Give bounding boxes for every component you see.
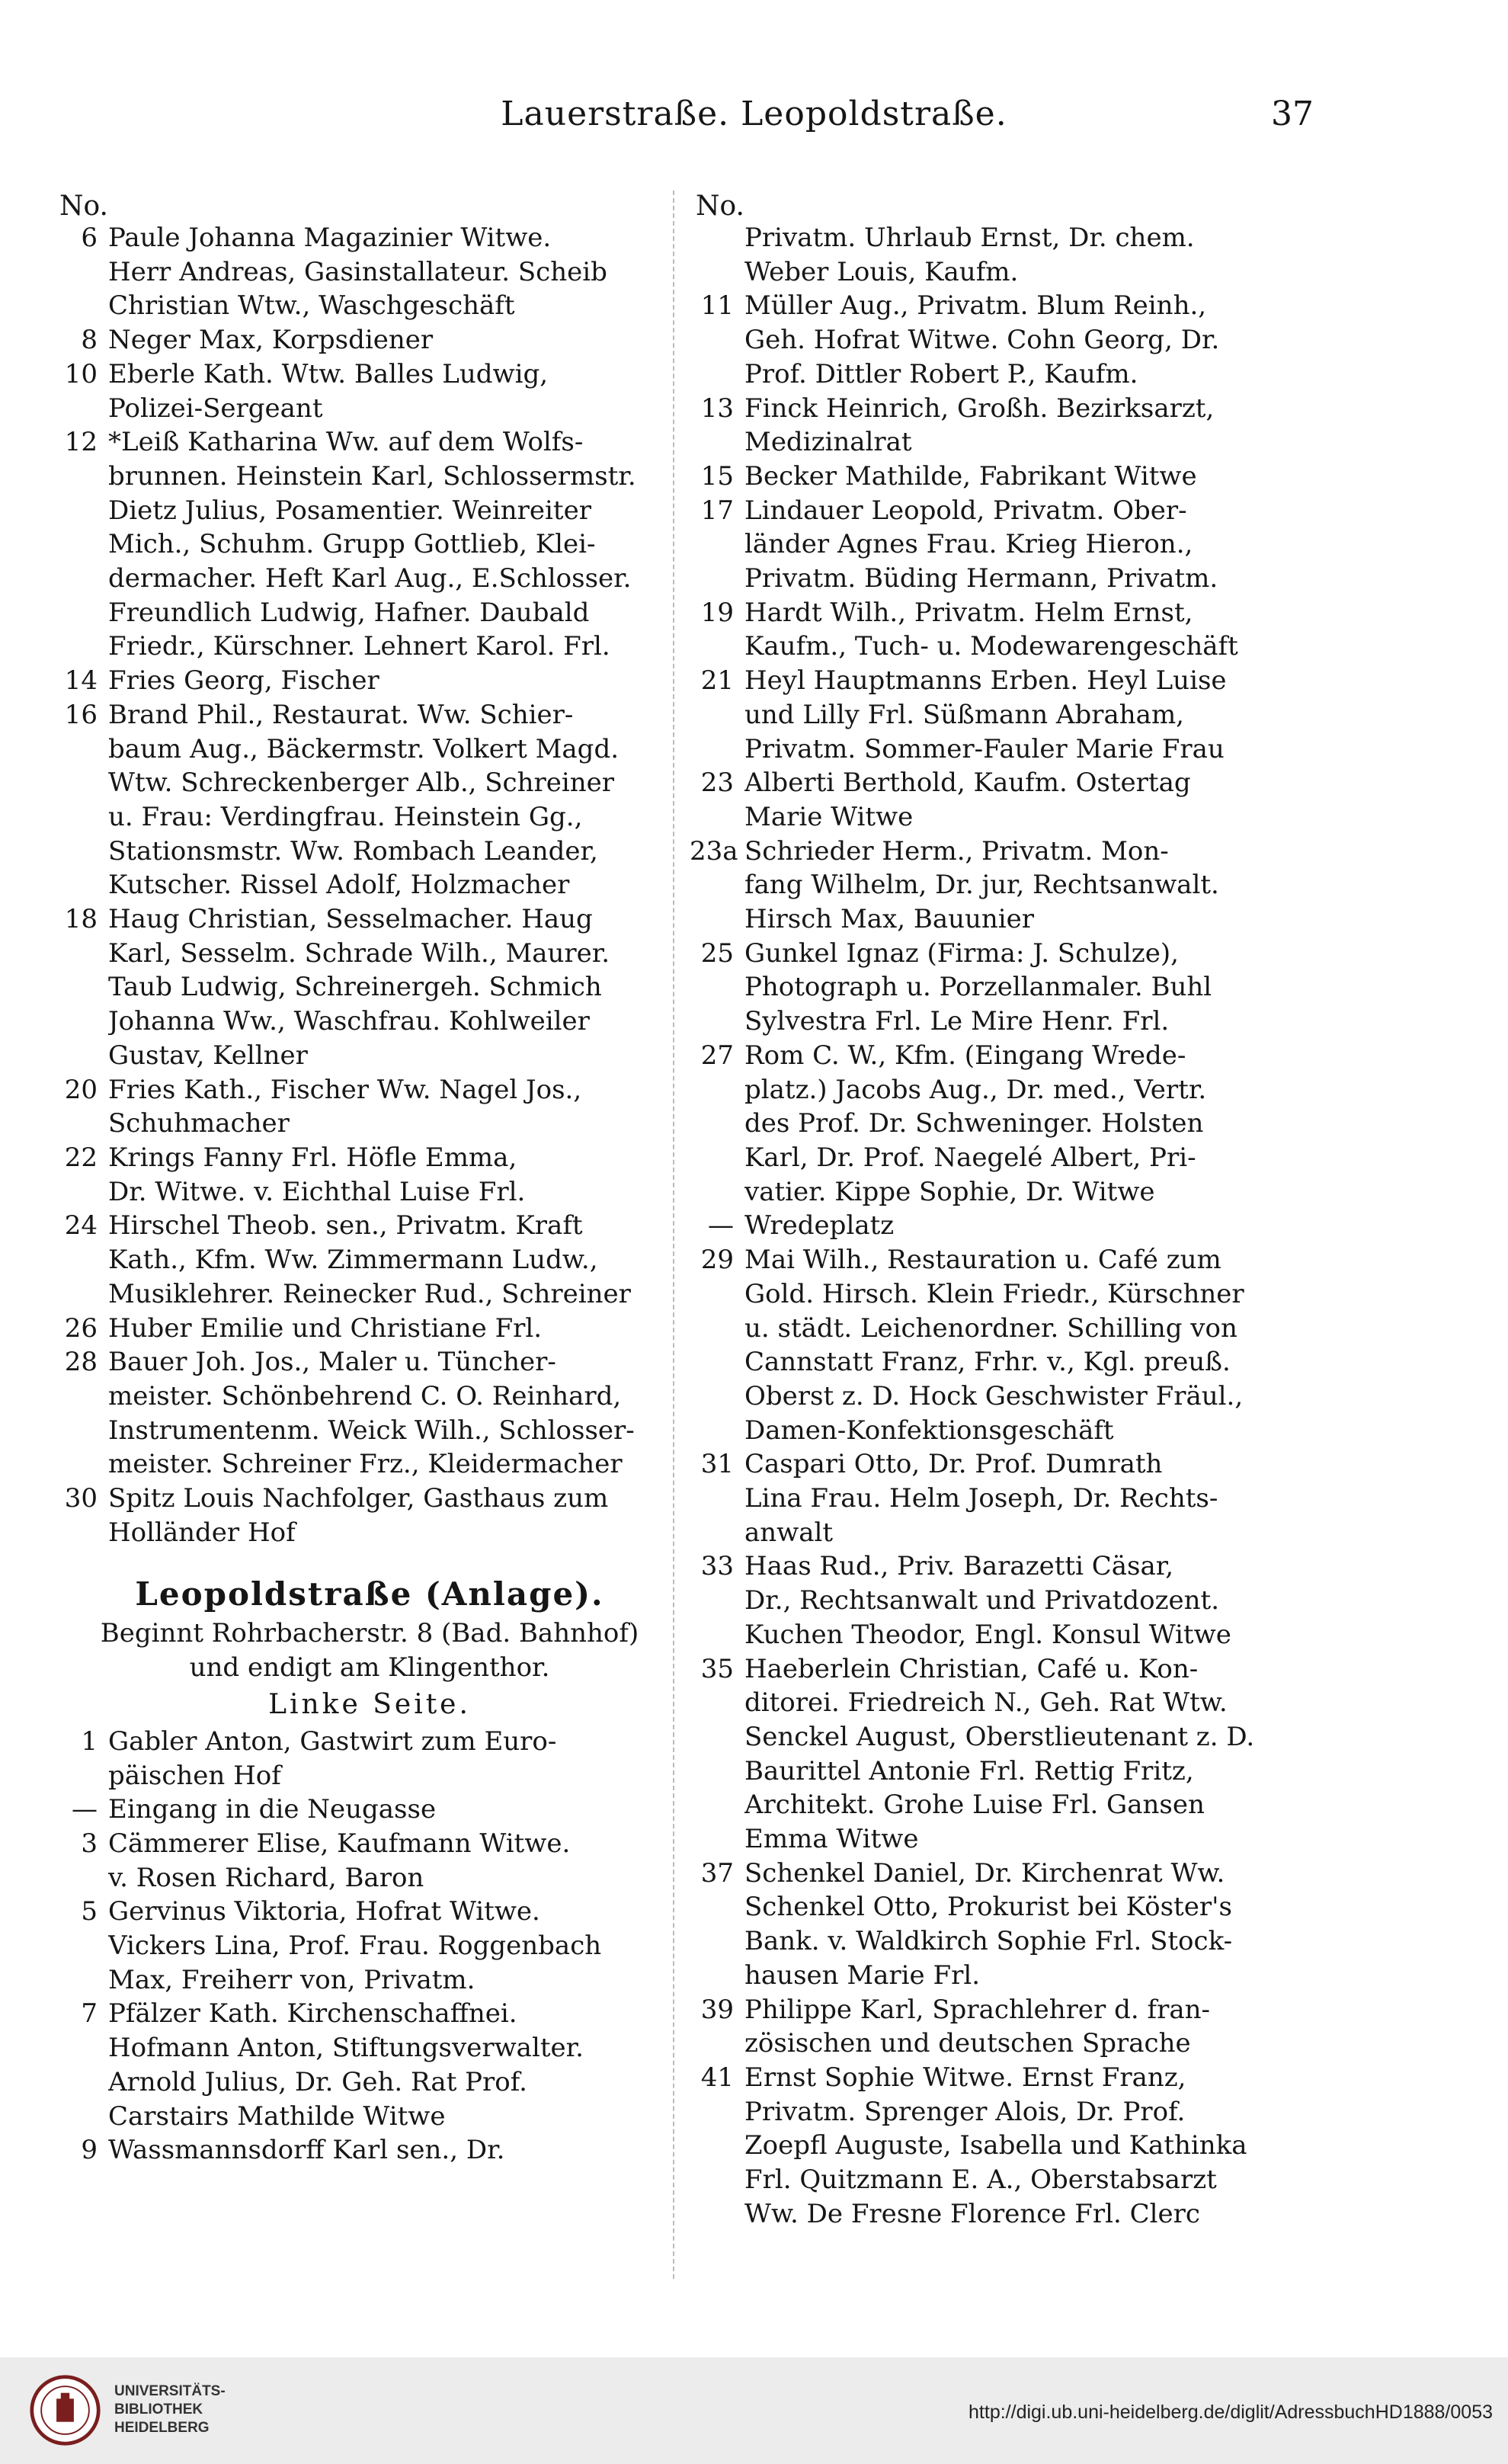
house-number: 7 [81,1998,98,2030]
house-number: 11 [700,290,734,322]
entry-line: u. städt. Leichenordner. Schilling von [744,1312,1237,1344]
entry-line: Stationsmstr. Ww. Rombach Leander, [108,835,598,867]
house-number: — [708,1210,734,1242]
entry-line: Lina Frau. Helm Joseph, Dr. Rechts- [744,1483,1218,1514]
entry-line: Mai Wilh., Restauration u. Café zum [744,1245,1221,1276]
directory-entry [690,494,1322,596]
entry-line: Holländer Hof [108,1517,296,1548]
entry-line: Frl. Quitzmann E. A., Oberstabsarzt [744,2164,1217,2196]
house-number: — [72,1794,98,1825]
entry-line: Vickers Lina, Prof. Frau. Roggenbach [108,1931,602,1962]
entry-line: Oberst z. D. Hock Geschwister Fräul., [744,1380,1244,1411]
entry-line: Musiklehrer. Reinecker Rud., Schreiner [108,1278,631,1309]
directory-entry [53,1725,686,1793]
entry-line: Rom C. W., Kfm. (Eingang Wrede- [744,1040,1186,1071]
entry-line: Haas Rud., Priv. Barazetti Cäsar, [744,1551,1174,1582]
entry-line: fang Wilhelm, Dr. jur, Rechtsanwalt. [744,870,1219,901]
entry-line: Dr., Rechtsanwalt und Privatdozent. [744,1585,1220,1616]
house-number: 14 [64,665,98,697]
entry-line: Johanna Ww., Waschfrau. Kohlweiler [108,1006,590,1037]
directory-entry [690,1039,1322,1210]
directory-entry [690,1549,1322,1652]
entry-line: Schenkel Daniel, Dr. Kirchenrat Ww. [744,1857,1225,1889]
entry-line: Hirschel Theob. sen., Privatm. Kraft [108,1210,583,1242]
right-entries [690,221,1322,2231]
directory-entry [690,596,1322,664]
house-number: 33 [700,1551,734,1582]
directory-entry [53,221,686,323]
directory-entry [690,1652,1322,1857]
house-number: 39 [700,1994,734,2025]
directory-entry [690,1209,1322,1243]
directory-entry [690,1447,1322,1549]
entry-line: Privatm. Sprenger Alois, Dr. Prof. [744,2096,1186,2127]
house-number: 16 [64,699,98,730]
entry-line: Krings Fanny Frl. Höfle Emma, [108,1142,517,1173]
entry-line: Brand Phil., Restaurat. Ww. Schier- [108,699,574,730]
entry-line: anwalt [744,1517,834,1548]
entry-line: Damen-Konfektionsgeschäft [744,1415,1114,1446]
entry-line: Photograph u. Porzellanmaler. Buhl [744,972,1212,1003]
entry-line: hausen Marie Frl. [744,1959,981,1991]
entry-line: Architekt. Grohe Luise Frl. Gansen [744,1790,1205,1821]
entry-line: Alberti Berthold, Kaufm. Ostertag [744,767,1191,799]
entry-line: Arnold Julius, Dr. Geh. Rat Prof. [108,2066,527,2097]
house-number: 21 [700,665,734,697]
entry-line: Bank. v. Waldkirch Sophie Frl. Stock- [744,1926,1233,1957]
entry-line: Polizei-Sergeant [108,393,323,424]
entry-line: brunnen. Heinstein Karl, Schlossermstr. [108,460,636,492]
entry-line: Paule Johanna Magazinier Witwe. [108,223,552,253]
entry-line: Hardt Wilh., Privatm. Helm Ernst, [744,597,1193,628]
entry-line: meister. Schreiner Frz., Kleidermacher [108,1449,623,1480]
entry-line: zösischen und deutschen Sprache [744,2028,1191,2059]
entry-line: Sylvestra Frl. Le Mire Henr. Frl. [744,1006,1170,1037]
house-number: 27 [700,1040,734,1071]
house-number: 22 [64,1142,98,1173]
entry-line: Friedr., Kürschner. Lehnert Karol. Frl. [108,631,610,662]
directory-entry [53,1141,686,1209]
number-header: No. [59,191,108,222]
entry-line: Caspari Otto, Dr. Prof. Dumrath [744,1449,1163,1480]
directory-entry [690,392,1322,460]
entry-line: des Prof. Dr. Schweninger. Holsten [744,1108,1204,1139]
entry-line: Hirsch Max, Bauunier [744,904,1035,935]
entry-line: Huber Emilie und Christiane Frl. [108,1312,543,1344]
entry-line: Christian Wtw., Waschgeschäft [108,290,515,322]
directory-entry [53,1209,686,1311]
entry-line: Weber Louis, Kaufm. [744,256,1019,287]
house-number: 5 [81,1896,98,1927]
entry-line: Freundlich Ludwig, Hafner. Daubald [108,597,590,628]
section-subtitle [53,1616,686,1684]
entry-line: Gunkel Ignaz (Firma: J. Schulze), [744,937,1179,969]
number-header: No. [696,191,744,222]
entry-line: Pfälzer Kath. Kirchenschaffnei. [108,1998,517,2030]
university-seal-icon [29,2374,101,2446]
entry-line: Geh. Hofrat Witwe. Cohn Georg, Dr. [744,325,1220,356]
entry-line: Zoepfl Auguste, Isabella und Kathinka [744,2130,1247,2161]
house-number: 17 [700,495,734,526]
entry-line: Wassmannsdorff Karl sen., Dr. [108,2135,505,2166]
house-number: 30 [64,1483,98,1514]
directory-entry [690,835,1322,937]
entry-line: Haug Christian, Sesselmacher. Haug [108,904,593,935]
directory-entry [53,1345,686,1482]
entry-line: Gustav, Kellner [108,1040,308,1071]
entry-line: u. Frau: Verdingfrau. Heinstein Gg., [108,801,583,832]
page-title: Lauerstraße. Leopoldstraße. [501,95,1007,133]
entry-line: Taub Ludwig, Schreinergeh. Schmich [108,972,602,1003]
directory-entry [690,1993,1322,2061]
house-number: 35 [700,1653,734,1684]
entry-line: Privatm. Uhrlaub Ernst, Dr. chem. [744,223,1195,253]
entry-line: ditorei. Friedreich N., Geh. Rat Wtw. [744,1687,1228,1719]
entry-line: Gold. Hirsch. Klein Friedr., Kürschner [744,1278,1244,1309]
directory-entry [53,1997,686,2133]
entry-line: Medizinalrat [744,427,912,458]
entry-line: Senckel August, Oberstlieutenant z. D. [744,1721,1255,1752]
house-number: 1 [81,1725,98,1757]
directory-entry [53,664,686,698]
house-number: 24 [64,1210,98,1242]
entry-line: Finck Heinrich, Großh. Bezirksarzt, [744,393,1215,424]
entry-line: Karl, Dr. Prof. Naegelé Albert, Pri- [744,1142,1196,1173]
directory-entry [690,460,1322,494]
entry-line: Fries Kath., Fischer Ww. Nagel Jos., [108,1074,582,1105]
entry-line: Dietz Julius, Posamentier. Weinreiter [108,495,591,526]
entry-line: Becker Mathilde, Fabrikant Witwe [744,460,1197,492]
entry-line: Kuchen Theodor, Engl. Konsul Witwe [744,1619,1231,1650]
entry-line: Philippe Karl, Sprachlehrer d. fran- [744,1994,1210,2025]
entry-line: Schenkel Otto, Prokurist bei Köster's [744,1892,1232,1923]
house-number: 10 [64,358,98,389]
house-number: 29 [700,1245,734,1276]
entry-line: Privatm. Sommer-Fauler Marie Frau [744,733,1225,764]
entry-line: Müller Aug., Privatm. Blum Reinh., [744,290,1207,322]
directory-entry [690,664,1322,766]
source-url-link[interactable]: http://digi.ub.uni-heidelberg.de/diglit/AdressbuchHD1888/0053 [969,2402,1493,2423]
entry-line: Cämmerer Elise, Kaufmann Witwe. [108,1828,571,1859]
entry-line: Privatm. Büding Hermann, Privatm. [744,563,1218,594]
directory-entry [690,1243,1322,1447]
entry-line: länder Agnes Frau. Krieg Hieron., [744,529,1193,560]
entry-line: und Lilly Frl. Süßmann Abraham, [744,699,1184,730]
section-subtitle-line: und endigt am Klingenthor. [189,1652,550,1684]
house-number: 20 [64,1074,98,1105]
house-number: 19 [700,597,734,628]
section-side-heading: Linke Seite. [268,1688,471,1720]
directory-entry [690,2061,1322,2232]
library-name-line: UNIVERSITÄTS- [114,2383,226,2399]
entry-line: Hofmann Anton, Stiftungsverwalter. [108,2033,584,2064]
entry-line: Dr. Witwe. v. Eichthal Luise Frl. [108,1176,526,1207]
entry-line: Ww. De Fresne Florence Frl. Clerc [744,2198,1200,2229]
house-number: 13 [700,393,734,424]
entry-line: Baurittel Antonie Frl. Rettig Fritz, [744,1755,1194,1786]
entry-line: Bauer Joh. Jos., Maler u. Tüncher- [108,1347,556,1378]
entry-line: Schrieder Herm., Privatm. Mon- [744,835,1169,867]
entry-line: meister. Schönbehrend C. O. Reinhard, [108,1380,622,1411]
house-number: 15 [700,460,734,492]
page-header [0,90,1508,136]
left-column [53,191,686,2168]
directory-entry [53,1073,686,1141]
directory-entry [53,357,686,425]
entry-line: Gabler Anton, Gastwirt zum Euro- [108,1725,557,1757]
entry-line: Wredeplatz [744,1210,895,1242]
entry-line: Heyl Hauptmanns Erben. Heyl Luise [744,665,1227,697]
house-number: 18 [64,904,98,935]
entry-line: Carstairs Mathilde Witwe [108,2100,446,2132]
entry-line: Kaufm., Tuch- u. Modewarengeschäft [744,631,1238,662]
house-number: 8 [81,325,98,356]
entry-line: Kath., Kfm. Ww. Zimmermann Ludw., [108,1245,598,1276]
entry-line: baum Aug., Bäckermstr. Volkert Magd. [108,733,620,764]
entry-line: *Leiß Katharina Ww. auf dem Wolfs- [108,427,584,458]
entry-line: Ernst Sophie Witwe. Ernst Franz, [744,2062,1186,2093]
directory-entry [53,2133,686,2168]
entry-line: päischen Hof [108,1760,281,1791]
entry-line: Emma Witwe [744,1824,919,1855]
directory-entry [53,698,686,902]
entry-line: Max, Freiherr von, Privatm. [108,1964,475,1995]
house-number: 23 [700,767,734,799]
entry-line: v. Rosen Richard, Baron [108,1862,424,1893]
entry-line: Cannstatt Franz, Frhr. v., Kgl. preuß. [744,1347,1231,1378]
directory-entry [53,902,686,1073]
left-entries-lauerstrasse [53,221,686,1549]
library-name-line: HEIDELBERG [114,2420,210,2436]
house-number: 26 [64,1312,98,1344]
house-number: 28 [64,1347,98,1378]
section-subtitle-line: Beginnt Rohrbacherstr. 8 (Bad. Bahnhof) [100,1618,639,1649]
footer-bar [0,2357,1508,2464]
entry-line: Mich., Schuhm. Grupp Gottlieb, Klei- [108,529,596,560]
library-name-line: BIBLIOTHEK [114,2402,203,2418]
house-number: 3 [81,1828,98,1859]
directory-entry [690,221,1322,289]
directory-entry [53,1793,686,1827]
entry-line: Gervinus Viktoria, Hofrat Witwe. [108,1896,540,1927]
directory-entry [53,1482,686,1549]
entry-line: Herr Andreas, Gasinstallateur. Scheib [108,256,607,287]
entry-line: Lindauer Leopold, Privatm. Ober- [744,495,1187,526]
house-number: 12 [64,427,98,458]
directory-entry [53,1895,686,1997]
entry-line: Neger Max, Korpsdiener [108,325,434,356]
house-number: 31 [700,1449,734,1480]
right-column [690,191,1322,2231]
library-name [114,2382,226,2437]
entry-line: Wtw. Schreckenberger Alb., Schreiner [108,767,615,799]
entry-line: Kutscher. Rissel Adolf, Holzmacher [108,870,570,901]
entry-line: Fries Georg, Fischer [108,665,379,697]
entry-line: Prof. Dittler Robert P., Kaufm. [744,358,1138,389]
section-title: Leopoldstraße (Anlage). [135,1575,604,1613]
entry-line: Karl, Sesselm. Schrade Wilh., Maurer. [108,937,610,969]
house-number: 9 [81,2135,98,2166]
house-number: 37 [700,1857,734,1889]
house-number: 25 [700,937,734,969]
entry-line: Eingang in die Neugasse [108,1794,437,1825]
directory-entry [53,323,686,357]
directory-entry [690,766,1322,834]
house-number: 41 [700,2062,734,2093]
directory-entry [53,425,686,664]
entry-line: platz.) Jacobs Aug., Dr. med., Vertr. [744,1074,1207,1105]
directory-entry [53,1312,686,1346]
entry-line: Instrumentenm. Weick Wilh., Schlosser- [108,1415,635,1446]
entry-line: vatier. Kippe Sophie, Dr. Witwe [744,1176,1155,1207]
entry-line: Schuhmacher [108,1108,290,1139]
directory-entry [690,289,1322,391]
house-number: 6 [81,223,98,253]
entry-line: Haeberlein Christian, Café u. Kon- [744,1653,1199,1684]
directory-entry [53,1827,686,1895]
house-number: 23a [690,835,738,867]
entry-line: Spitz Louis Nachfolger, Gasthaus zum [108,1483,609,1514]
directory-entry [690,1857,1322,1993]
page-number: 37 [1271,95,1314,133]
left-entries-leopoldstrasse [53,1725,686,2168]
directory-entry [690,937,1322,1039]
entry-line: Eberle Kath. Wtw. Balles Ludwig, [108,358,549,389]
entry-line: Marie Witwe [744,801,914,832]
entry-line: dermacher. Heft Karl Aug., E.Schlosser. [108,563,632,594]
